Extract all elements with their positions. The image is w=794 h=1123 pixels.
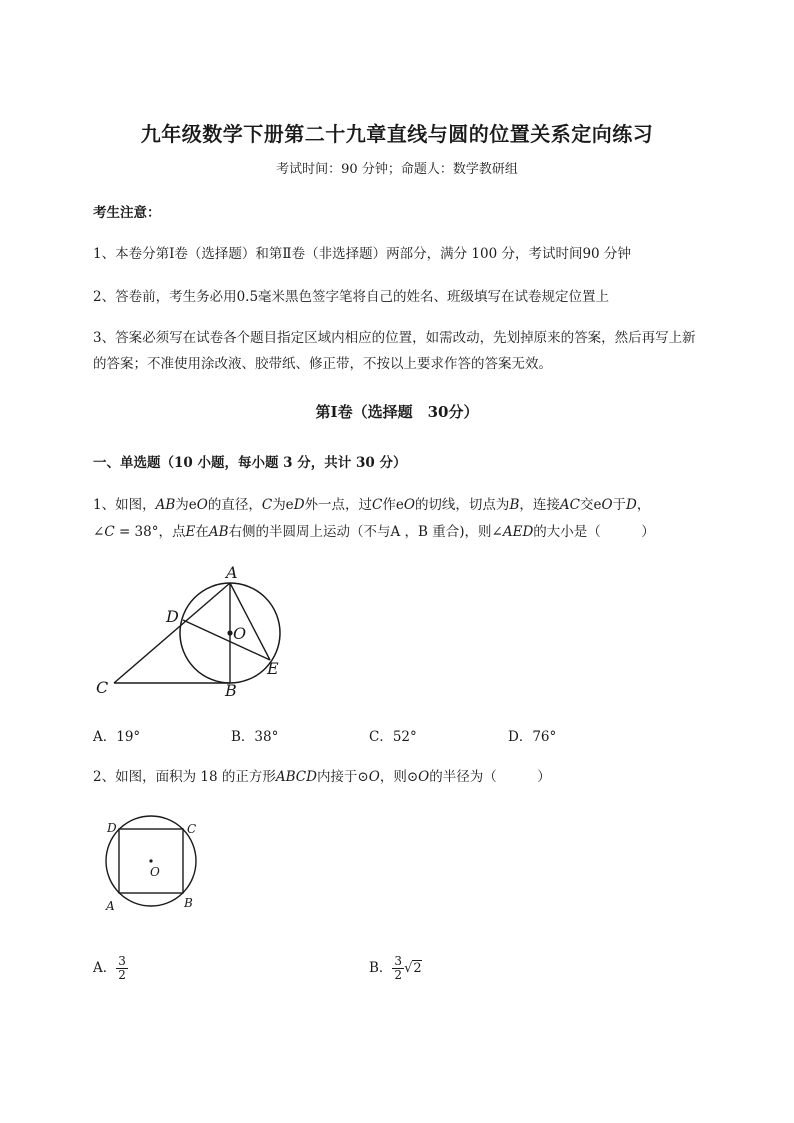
label-c: C xyxy=(96,678,109,697)
label-o: O xyxy=(233,624,247,643)
q1-option-c[interactable]: C．52° xyxy=(369,729,417,745)
q1-option-a[interactable]: A．19° xyxy=(93,729,141,745)
q1-option-b[interactable]: B．38° xyxy=(231,729,279,745)
label-o: O xyxy=(150,865,160,879)
notice-item-3: 3、答案必须写在试卷各个题目指定区域内相应的位置，如需改动，先划掉原来的答案，然后再写上新 xyxy=(93,330,696,346)
center-point xyxy=(227,630,232,635)
label-e: E xyxy=(267,659,279,678)
exam-info: 考试时间：90 分钟；命题人：数学教研组 xyxy=(276,162,518,177)
label-c: C xyxy=(187,822,197,836)
q2-option-a[interactable]: A． $\frac{3}{2}$ xyxy=(93,954,126,982)
label-a: A xyxy=(226,563,238,582)
label-b: B xyxy=(184,896,193,910)
q1-line-2: ∠C = 38°，点E在AB右侧的半圆周上运动（不与A ，B 重合)，则∠AED的大小是（ ） xyxy=(93,524,655,540)
q1-figure xyxy=(90,560,300,700)
notice-item-2: 2、答卷前，考生务必用0.5毫米黑色签字笔将自己的姓名、班级填写在试卷规定位置上 xyxy=(93,289,610,305)
label-a: A xyxy=(106,899,115,913)
page-title: 九年级数学下册第二十九章直线与圆的位置关系定向练习 xyxy=(140,122,654,146)
section-title: 第Ⅰ卷（选择题 30分） xyxy=(315,403,479,421)
q2-option-b[interactable]: B． $\frac{3}{2}$ √2 xyxy=(369,954,422,982)
part-title: 一、单选题（10 小题，每小题 3 分，共计 30 分） xyxy=(93,455,407,471)
q2-text: 2、如图，面积为 18 的正方形ABCD内接于⊙O，则⊙O的半径为（ ） xyxy=(93,769,551,785)
square-root: √2 xyxy=(404,961,422,976)
fraction: $\frac{3}{2}$ xyxy=(118,954,126,982)
label-d: D xyxy=(107,821,117,835)
q2-figure xyxy=(95,815,210,915)
notice-item-1: 1、本卷分第Ⅰ卷（选择题）和第Ⅱ卷（非选择题）两部分，满分 100 分，考试时间90 分钟 xyxy=(93,246,631,262)
center-point xyxy=(149,859,152,862)
q1-line-1: 1、如图，AB为eO的直径，C为eD外一点，过C作eO的切线，切点为B，连接AC交eO于D， xyxy=(93,497,651,513)
notice-item-3-cont: 的答案；不准使用涂改液、胶带纸、修正带，不按以上要求作答的答案无效。 xyxy=(93,356,552,372)
label-b: B xyxy=(225,681,237,700)
notice-heading: 考生注意： xyxy=(93,205,161,221)
fraction: $\frac{3}{2}$ xyxy=(394,954,403,982)
segment-de xyxy=(183,620,270,660)
q1-option-d[interactable]: D．76° xyxy=(508,729,557,745)
label-d: D xyxy=(166,607,179,626)
segment-ae xyxy=(230,583,270,660)
